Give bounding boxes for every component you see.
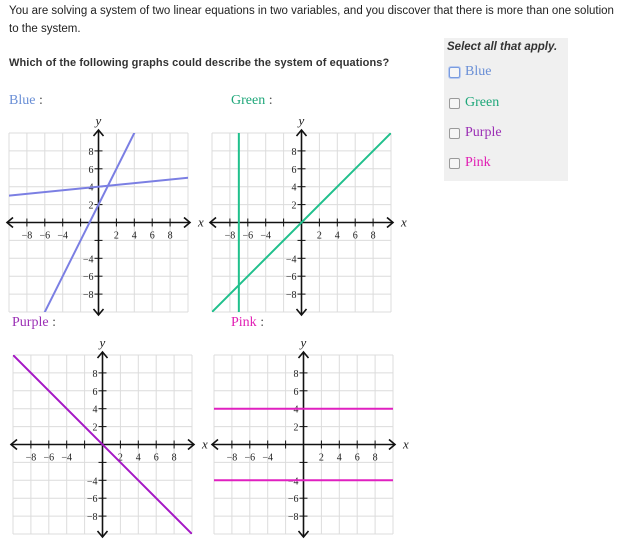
x-axis-label: x [403, 436, 409, 452]
checkbox-green[interactable] [449, 98, 460, 109]
checkbox-blue[interactable] [449, 67, 460, 78]
tick-labels [26, 369, 177, 523]
y-tick-label: 2 [92, 422, 98, 434]
y-tick-label: −8 [285, 290, 297, 302]
y-tick-label: −8 [86, 512, 98, 524]
separator: : [38, 93, 43, 108]
y-tick-label: 8 [88, 146, 94, 158]
y-tick-label: 6 [293, 386, 299, 398]
graph-title: Pink [231, 315, 257, 330]
y-tick-label: 6 [88, 164, 94, 176]
y-axis-label: y [95, 113, 102, 128]
y-tick-label: 2 [291, 200, 297, 212]
graph-purple [4, 330, 214, 542]
x-tick-label: −8 [226, 452, 238, 464]
x-tick-label: 2 [316, 230, 322, 242]
x-tick-label: −4 [260, 230, 272, 242]
separator: : [52, 315, 56, 330]
option-blue[interactable] [449, 64, 491, 80]
x-tick-label: 2 [117, 452, 123, 464]
tick-labels [227, 369, 378, 523]
y-tick-label: 4 [293, 404, 299, 416]
x-tick-label: 8 [171, 452, 177, 464]
y-tick-label: 2 [88, 200, 94, 212]
y-axis-label: y [300, 335, 307, 350]
y-tick-label: −8 [287, 512, 299, 524]
x-tick-label: 2 [318, 452, 324, 464]
y-tick-label: 4 [92, 404, 98, 416]
option-label-purple: Purple [465, 125, 502, 140]
y-tick-label: 4 [88, 182, 94, 194]
x-tick-label: −6 [244, 452, 256, 464]
panel-instruction: Select all that apply. [447, 41, 558, 53]
x-axis-label: x [401, 214, 407, 230]
y-tick-label: −4 [86, 476, 98, 488]
x-tick-label: −8 [21, 230, 33, 242]
y-tick-label: −4 [287, 476, 299, 488]
y-tick-label: 4 [291, 182, 297, 194]
checkbox-pink[interactable] [449, 158, 460, 169]
y-tick-label: −4 [82, 254, 94, 266]
graph-label-blue [9, 93, 43, 109]
separator: : [268, 93, 273, 108]
checkbox-purple[interactable] [449, 128, 460, 139]
x-tick-label: 8 [167, 230, 173, 242]
y-tick-label: 8 [291, 146, 297, 158]
x-tick-label: −6 [43, 452, 55, 464]
x-axis-label: x [198, 214, 204, 230]
option-green[interactable] [449, 95, 499, 111]
graph-title: Purple [12, 315, 49, 330]
y-tick-label: −6 [287, 494, 299, 506]
x-tick-label: −6 [242, 230, 254, 242]
option-purple[interactable] [449, 125, 502, 141]
x-tick-label: 8 [370, 230, 376, 242]
x-tick-label: −4 [61, 452, 73, 464]
option-pink[interactable] [449, 155, 491, 171]
graph-green [203, 108, 413, 318]
x-tick-label: 6 [354, 452, 360, 464]
x-tick-label: 4 [135, 452, 141, 464]
option-label-green: Green [465, 95, 500, 110]
y-axis-label: y [99, 335, 106, 350]
x-tick-label: −4 [262, 452, 274, 464]
x-tick-label: 6 [149, 230, 155, 242]
y-tick-label: 6 [92, 386, 98, 398]
graph-blue [0, 108, 210, 318]
tick-labels [22, 147, 173, 301]
graph-label-green [231, 93, 273, 109]
separator: : [260, 315, 265, 330]
x-tick-label: 2 [113, 230, 119, 242]
y-tick-label: 2 [293, 422, 299, 434]
y-tick-label: 8 [293, 368, 299, 380]
y-tick-label: −8 [82, 290, 94, 302]
x-tick-label: −6 [39, 230, 51, 242]
question-text: Which of the following graphs could describe the system of equations? [9, 57, 390, 69]
y-tick-label: −6 [82, 272, 94, 284]
y-axis-label: y [298, 113, 305, 128]
y-tick-label: 6 [291, 164, 297, 176]
y-tick-label: −6 [86, 494, 98, 506]
problem-statement: You are solving a system of two linear equations in two variables, and you discover that there is more than one solution to the system. [9, 5, 614, 35]
answer-panel [444, 38, 568, 181]
x-tick-label: −8 [25, 452, 37, 464]
x-tick-label: 8 [372, 452, 378, 464]
y-tick-label: −4 [285, 254, 297, 266]
graph-title: Blue [9, 93, 36, 108]
graph-pink [205, 330, 415, 542]
option-label-blue: Blue [465, 64, 492, 79]
x-tick-label: −8 [224, 230, 236, 242]
option-label-pink: Pink [465, 155, 491, 170]
axes [7, 130, 190, 315]
x-tick-label: 4 [334, 230, 340, 242]
x-axis-label: x [202, 436, 208, 452]
y-tick-label: −6 [285, 272, 297, 284]
graph-title: Green [231, 93, 266, 108]
x-tick-label: 6 [153, 452, 159, 464]
axes [212, 352, 395, 537]
x-tick-label: 6 [352, 230, 358, 242]
y-tick-label: 8 [92, 368, 98, 380]
x-tick-label: −4 [57, 230, 69, 242]
x-tick-label: 4 [336, 452, 342, 464]
plot-line [0, 337, 210, 542]
x-tick-label: 4 [131, 230, 137, 242]
